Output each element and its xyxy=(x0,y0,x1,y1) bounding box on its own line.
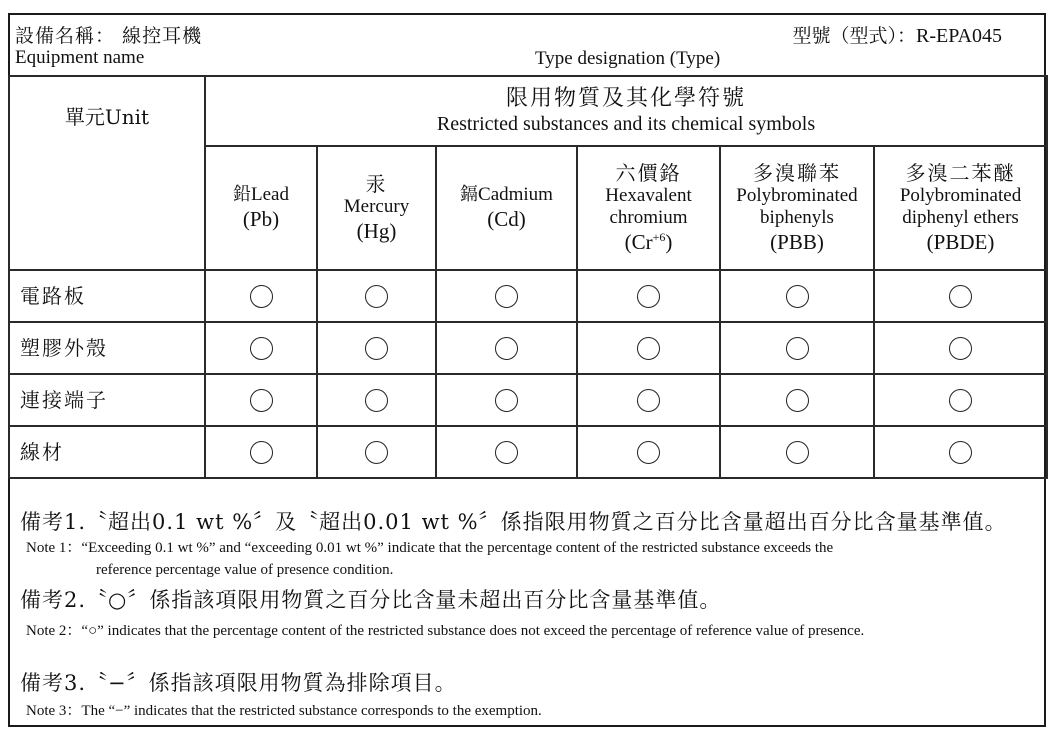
note2-en: Note 2：“○” indicates that the percentage content of the restricted substance does not exceed the percentage of reference value of presence. xyxy=(26,623,865,639)
note1-en-line2: reference percentage value of presence condition. xyxy=(96,561,394,578)
note2-zh: 備考2.〝○〞係指該項限用物質之百分比含量未超出百分比含量基準值。 xyxy=(20,588,722,612)
presence-cell xyxy=(874,426,1047,478)
substance-symbol: (Pb) xyxy=(242,206,280,231)
table-row xyxy=(9,270,1047,322)
presence-cell xyxy=(874,322,1047,374)
unit-name: 連接端子 xyxy=(9,374,205,426)
substance-symbol: (PBB) xyxy=(770,230,824,255)
note3-en: Note 3：The “−” indicates that the restricted substance corresponds to the exemption. xyxy=(26,703,542,719)
presence-mark xyxy=(786,285,809,308)
table-row xyxy=(9,426,1047,478)
presence-cell xyxy=(577,270,720,322)
presence-mark xyxy=(786,441,809,464)
presence-mark xyxy=(949,389,972,412)
substance-en-line2: chromium xyxy=(609,207,688,229)
presence-cell xyxy=(720,374,874,426)
substance-en: Lead xyxy=(251,184,289,205)
presence-cell xyxy=(720,322,874,374)
equipment-value-zh: 線控耳機 xyxy=(122,25,203,47)
substance-pbb xyxy=(720,146,874,270)
substance-en-line2: biphenyls xyxy=(760,207,834,229)
presence-cell xyxy=(720,270,874,322)
rohs-declaration-form xyxy=(8,13,1046,727)
presence-cell xyxy=(317,374,436,426)
presence-mark xyxy=(250,337,273,360)
unit-header-cell xyxy=(9,76,205,270)
presence-cell xyxy=(205,374,317,426)
presence-cell xyxy=(577,374,720,426)
presence-mark xyxy=(786,389,809,412)
presence-cell xyxy=(205,426,317,478)
presence-mark xyxy=(637,389,660,412)
presence-cell xyxy=(205,270,317,322)
presence-cell xyxy=(720,426,874,478)
presence-cell xyxy=(436,426,577,478)
presence-cell xyxy=(577,322,720,374)
presence-mark xyxy=(365,337,388,360)
substance-zh: 鎘 xyxy=(460,184,479,205)
substance-zh: 六價鉻 xyxy=(615,160,682,185)
presence-mark xyxy=(495,337,518,360)
presence-cell xyxy=(317,322,436,374)
substance-zh: 鉛 xyxy=(233,184,251,205)
presence-mark xyxy=(365,441,388,464)
presence-cell xyxy=(436,322,577,374)
substance-en: Mercury xyxy=(343,196,410,217)
substance-lead xyxy=(205,146,317,270)
substance-en-line2: diphenyl ethers xyxy=(902,207,1019,229)
substance-en-line1: Polybrominated xyxy=(736,184,858,206)
substance-en-line1: Hexavalent xyxy=(605,184,692,206)
table-row xyxy=(9,374,1047,426)
equipment-label-zh: 設備名稱： xyxy=(15,25,116,47)
substance-hexavalent-chromium xyxy=(577,146,720,270)
presence-mark xyxy=(637,441,660,464)
substance-cadmium xyxy=(436,146,577,270)
oxidation-state-superscript: +6 xyxy=(652,230,666,245)
type-label-zh: 型號（型式）： xyxy=(792,25,917,47)
presence-cell xyxy=(577,426,720,478)
table-header-row xyxy=(9,76,1047,146)
restricted-substances-table xyxy=(8,75,1048,479)
type-designation-zh xyxy=(793,21,1002,48)
substance-symbol: $(Cr^{+6})$ xyxy=(624,230,673,255)
substance-zh: 多溴聯苯 xyxy=(753,160,841,185)
note3-zh: 備考3.〝−〞係指該項限用物質為排除項目。 xyxy=(20,671,457,695)
presence-mark xyxy=(637,285,660,308)
presence-mark xyxy=(637,337,660,360)
presence-cell xyxy=(874,270,1047,322)
unit-name: 電路板 xyxy=(9,270,205,322)
model-number: R-EPA045 xyxy=(916,25,1002,47)
presence-mark xyxy=(250,389,273,412)
presence-cell xyxy=(317,426,436,478)
unit-header: 單元Unit xyxy=(64,105,150,129)
presence-cell xyxy=(436,374,577,426)
presence-cell xyxy=(874,374,1047,426)
presence-mark xyxy=(949,337,972,360)
presence-mark xyxy=(250,285,273,308)
substance-en: Cadmium xyxy=(478,184,553,205)
presence-mark xyxy=(365,389,388,412)
note1-zh: 備考1.〝超出0.1 wt %〞及〝超出0.01 wt %〞係指限用物質之百分比含量超出百分比含量基準值。 xyxy=(20,510,1007,534)
presence-mark xyxy=(495,441,518,464)
note1-en-line1: Note 1：“Exceeding 0.1 wt %” and “exceeding 0.01 wt %” indicate that the percentage content of the restricted substance exceeds the xyxy=(26,540,834,556)
substance-pbde xyxy=(874,146,1047,270)
presence-cell xyxy=(317,270,436,322)
substance-symbol: (Hg) xyxy=(356,218,397,243)
presence-mark xyxy=(949,441,972,464)
equipment-label-en: Equipment name xyxy=(15,47,145,68)
presence-cell xyxy=(205,322,317,374)
restricted-title-en: Restricted substances and its chemical symbols xyxy=(436,113,816,136)
restricted-substances-header xyxy=(205,76,1047,146)
unit-name: 線材 xyxy=(9,426,205,478)
substance-en-line1: Polybrominated xyxy=(899,184,1022,206)
substance-mercury xyxy=(317,146,436,270)
presence-mark xyxy=(786,337,809,360)
equipment-name-zh xyxy=(15,21,202,48)
substance-zh: 多溴二苯醚 xyxy=(905,160,1016,185)
substance-symbol: (Cd) xyxy=(487,206,526,231)
restricted-title-zh: 限用物質及其化學符號 xyxy=(506,85,747,111)
presence-mark xyxy=(250,441,273,464)
presence-mark xyxy=(365,285,388,308)
type-label-en: Type designation (Type) xyxy=(535,48,721,69)
unit-name: 塑膠外殼 xyxy=(9,322,205,374)
presence-mark xyxy=(949,285,972,308)
presence-mark xyxy=(495,389,518,412)
presence-mark xyxy=(495,285,518,308)
substance-symbol: (PBDE) xyxy=(926,230,995,255)
table-row xyxy=(9,322,1047,374)
presence-cell xyxy=(436,270,577,322)
substance-zh: 汞 xyxy=(365,172,388,196)
note1-en xyxy=(20,538,1036,582)
